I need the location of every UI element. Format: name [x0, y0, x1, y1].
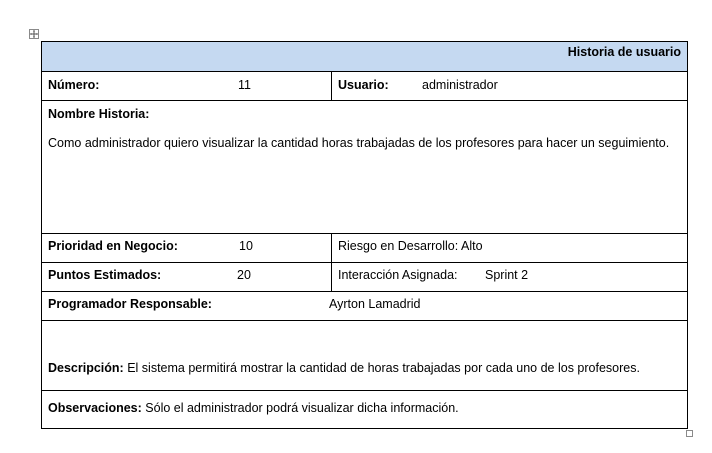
programador-cell [42, 292, 688, 321]
usuario-label: Usuario: [338, 78, 389, 92]
table-header [42, 42, 688, 72]
header-row [42, 42, 688, 72]
usuario-value: administrador [422, 78, 498, 92]
prioridad-label: Prioridad en Negocio: [48, 239, 178, 253]
nombre-historia-cell [42, 101, 688, 234]
user-story-table [41, 41, 688, 429]
riesgo-cell [332, 234, 688, 263]
observaciones-row [42, 391, 688, 429]
descripcion-text: El sistema permitirá mostrar la cantidad de horas trabajadas por cada uno de los profesores. [127, 361, 640, 375]
riesgo-text: Riesgo en Desarrollo: Alto [338, 239, 483, 253]
numero-usuario-row [42, 72, 688, 101]
puntos-interaccion-row [42, 263, 688, 292]
nombre-historia-row [42, 101, 688, 234]
interaccion-label: Interacción Asignada: [338, 268, 458, 282]
table-resize-handle[interactable] [686, 430, 693, 437]
descripcion-cell [42, 321, 688, 391]
header-title: Historia de usuario [567, 45, 682, 59]
prioridad-riesgo-row [42, 234, 688, 263]
usuario-cell [332, 72, 688, 101]
numero-value: 11 [238, 78, 251, 92]
nombre-historia-label: Nombre Historia: [48, 107, 150, 121]
programador-value: Ayrton Lamadrid [329, 297, 421, 311]
observaciones-label: Observaciones: [48, 401, 142, 415]
numero-label: Número: [48, 78, 100, 92]
prioridad-value: 10 [239, 239, 253, 253]
prioridad-cell [42, 234, 332, 263]
puntos-cell [42, 263, 332, 292]
nombre-historia-text: Como administrador quiero visualizar la cantidad horas trabajadas de los profesores para hacer un seguimiento. [48, 136, 670, 150]
table-move-handle-icon[interactable] [29, 29, 39, 39]
interaccion-value: Sprint 2 [485, 268, 529, 282]
descripcion-label: Descripción: [48, 361, 124, 375]
observaciones-cell [42, 391, 688, 429]
observaciones-text: Sólo el administrador podrá visualizar dicha información. [145, 401, 459, 415]
descripcion-row [42, 321, 688, 391]
programador-label: Programador Responsable: [48, 297, 212, 311]
numero-cell [42, 72, 332, 101]
interaccion-cell [332, 263, 688, 292]
puntos-label: Puntos Estimados: [48, 268, 162, 282]
puntos-value: 20 [237, 268, 251, 282]
programador-row [42, 292, 688, 321]
